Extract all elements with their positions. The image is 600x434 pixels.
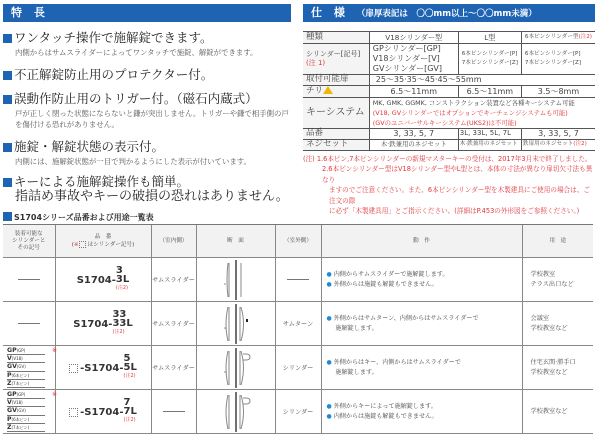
- note-ref: (注2): [112, 329, 125, 335]
- header-cylinder: [3, 225, 55, 258]
- square-bullet-icon: [3, 95, 12, 104]
- spec-cell: L型: [458, 32, 521, 44]
- spec-cell: [521, 139, 595, 150]
- spec-label: 取付可能扉: [303, 75, 369, 86]
- model-variants: [112, 310, 132, 337]
- note-ref: (注2): [123, 417, 136, 423]
- spec-row-type: [303, 32, 595, 44]
- spec-line: V18シリンダー[V]: [372, 54, 440, 63]
- spec-label: [303, 44, 369, 75]
- feature-item: [3, 30, 291, 58]
- model-variants: [124, 398, 137, 425]
- model-variant: 33: [112, 309, 127, 320]
- operation-line: 外側からはキー、内側からはサムスライダーで: [333, 359, 461, 366]
- spec-cell: [521, 32, 595, 44]
- spec-line: (GVのユニバーサルキーシステム(UKS2)は不可能): [372, 118, 517, 127]
- spec-label: キーシステム: [303, 97, 369, 128]
- spec-cell-text: 6本ピンシリンダー型: [524, 33, 579, 40]
- inside-cell: [151, 390, 196, 434]
- spec-row-keysystem: [303, 97, 595, 128]
- operation-line: 内側からサムスライダーで施解錠します。: [333, 271, 449, 278]
- spec-cell: 3, 33, 5, 7: [369, 128, 458, 139]
- header-line: シリンダーと: [12, 237, 46, 244]
- spec-cell: 木·鉄兼用のネジセット: [458, 139, 521, 150]
- cylinder-code: [7, 346, 58, 355]
- model-cell: [55, 346, 151, 390]
- use-line: 住宅玄関·勝手口: [530, 359, 576, 366]
- dash: [163, 411, 185, 412]
- operation-line: 施解錠します。: [335, 324, 378, 332]
- operation-cell: [321, 390, 522, 434]
- cylinder-code: [7, 399, 45, 407]
- operation-cell: [321, 346, 522, 390]
- spec-notes: [303, 154, 595, 217]
- spec-row-screw: [303, 139, 595, 150]
- operation-cell: [321, 258, 522, 302]
- spec-line: 7本ピンシリンダー[Z]: [524, 60, 582, 66]
- code-sub: (GP): [16, 391, 26, 397]
- section-diagram: [196, 346, 275, 390]
- spec-label-text: シリンダー[記号]: [306, 49, 361, 58]
- feature-subtitle: 指詰め事故やキーの破損の恐れはありません。: [15, 189, 289, 204]
- checkbox-placeholder-icon: [79, 241, 86, 248]
- asterisk-mark: ※: [73, 241, 79, 248]
- code: Z: [7, 423, 12, 431]
- spec-line: GVシリンダー[GV]: [372, 64, 443, 73]
- note-line: に必ず「木製建具用」とご指示ください。(詳細はP.453の外形図をご参照ください。): [329, 207, 580, 215]
- inside-cell: サムスライダー: [151, 346, 196, 390]
- bullet-icon: ●: [326, 359, 332, 366]
- spec-label: ネジセット: [303, 139, 369, 150]
- model-variant-l: [124, 407, 137, 425]
- header-sub: はシリンダー記号): [87, 241, 135, 248]
- code: GP: [7, 390, 17, 398]
- paren: (: [71, 241, 74, 248]
- spec-row-cylinder: [303, 44, 595, 75]
- header-operation: 動 作: [321, 225, 522, 258]
- spec-line: 6本ピンシリンダー[P]: [461, 50, 518, 57]
- spec-label: 品番: [303, 128, 369, 139]
- spec-cell: 木·鉄兼用のネジセット: [369, 139, 458, 150]
- section-diagram-icon: [216, 348, 256, 388]
- spec-line: MK, GMK, GGMK, コンストラクション装置など各種キーシステム可能: [372, 98, 575, 107]
- inside-cell: サムスライダー: [151, 302, 196, 346]
- warning-icon: [323, 86, 333, 94]
- spec-label-text: チリ: [306, 86, 324, 96]
- cylinder-cell: [3, 302, 55, 346]
- model-variant-l: [112, 319, 132, 337]
- cylinder-code: [7, 424, 45, 432]
- spec-cell-text: 鉄扉用のネジセット: [522, 140, 574, 147]
- note-line: 2.6本ピンシリンダー型はV18シリンダー型やL型とは、本体の寸法が異なり扉切欠寸法も異なり: [322, 165, 593, 184]
- section-diagram-icon: [216, 304, 256, 344]
- model-variant: 3L: [115, 274, 130, 285]
- series-table: [3, 224, 593, 434]
- bullet-icon: ●: [326, 412, 332, 420]
- code: Z: [7, 379, 12, 387]
- header-line: [56, 241, 151, 249]
- outside-cell: シリンダー: [275, 346, 321, 390]
- use-cell: [522, 302, 593, 346]
- section-diagram: [196, 390, 275, 434]
- table-row: [3, 390, 593, 434]
- note-line: ますのでご注意ください。また、6本ピンシリンダー型を木製建具にご使用の場合は、ご注文の際: [329, 186, 590, 205]
- dash: [287, 279, 309, 280]
- note-ref: (注2): [578, 33, 592, 40]
- header-line: 品 番: [94, 233, 112, 240]
- code: P: [7, 415, 12, 423]
- use-cell: [522, 258, 593, 302]
- spec-cell: 3L, 33L, 5L, 7L: [458, 128, 521, 139]
- operation-line: 外側からはサムターン、内側からはサムスライダーで: [333, 315, 479, 322]
- code: P: [7, 371, 12, 379]
- feature-item: [3, 139, 291, 167]
- checkbox-placeholder-icon: [69, 364, 78, 373]
- use-line: 会議室: [530, 315, 550, 322]
- spec-line: (V18, GVシリンダーではオプションでキーチェンジシステムも可能): [372, 108, 568, 117]
- outside-cell: サムターン: [275, 302, 321, 346]
- model-cell: [55, 302, 151, 346]
- spec-line: 6本ピンシリンダー[P]: [524, 50, 581, 57]
- series-title-text: S1704シリーズ品番および用途一覧表: [14, 213, 154, 222]
- feature-item: [3, 91, 291, 130]
- model-prefix: -S1704-: [80, 406, 124, 418]
- cylinder-code: [7, 363, 45, 371]
- table-row: [3, 346, 593, 390]
- square-bullet-icon: [3, 71, 12, 80]
- feature-desc: 内側には、施解錠状態が一目で判かるようにした表示が付いています。: [15, 157, 251, 166]
- model-number: [73, 309, 133, 335]
- asterisk-mark: ※: [52, 346, 58, 354]
- code-sub: (6本ピン): [11, 416, 30, 422]
- model-prefix: S1704-: [73, 318, 113, 330]
- spec-cell: 25〜35·35〜45·45〜55mm: [369, 75, 595, 86]
- spec-section: [303, 4, 595, 217]
- cylinder-codes-cell: [3, 346, 58, 390]
- note-ref: (注2): [573, 140, 587, 147]
- feature-item: [3, 67, 291, 82]
- code-sub: (V18): [11, 356, 23, 362]
- spec-label: 種類: [303, 32, 369, 44]
- use-line: 学校教室など: [530, 368, 568, 376]
- spec-heading: [303, 4, 595, 22]
- spec-title: 仕 様: [311, 6, 349, 19]
- model-prefix: S1704-: [76, 274, 116, 286]
- series-section: [3, 212, 595, 434]
- code-sub: (GV): [16, 408, 26, 414]
- spec-heading-note: （扉厚表記は 〇〇mm以上〜〇〇mm未満）: [356, 9, 537, 19]
- spec-row-chiri: [303, 86, 595, 98]
- model-variants: [116, 266, 129, 293]
- model-variants: [124, 354, 137, 381]
- header-use: 用 途: [522, 225, 593, 258]
- operation-line: 内側からは施錠も解錠もできません。: [333, 412, 438, 420]
- use-cell: [522, 390, 593, 434]
- note-ref: (注2): [123, 373, 136, 379]
- model-variant: 5L: [123, 362, 137, 373]
- note-line: (注) 1.6本ピン,7本ピンシリンダーの新規マスターキーの受付は、2017年3月末で終了しました。: [303, 154, 592, 163]
- model-cell: [55, 258, 151, 302]
- square-bullet-icon: [3, 178, 12, 187]
- spec-row-partno: [303, 128, 595, 139]
- bullet-icon: ●: [326, 280, 332, 288]
- code-sub: (6本ピン): [11, 372, 30, 378]
- outside-cell: シリンダー: [275, 390, 321, 434]
- checkbox-placeholder-icon: [69, 408, 78, 417]
- features-section: [3, 4, 291, 205]
- code: GP: [7, 346, 17, 354]
- model-variant: 5: [123, 353, 131, 364]
- spec-cell: 6.5〜11mm: [458, 86, 521, 98]
- header-line: 装着可能な: [14, 230, 43, 237]
- table-row: [3, 302, 593, 346]
- model-variant: 7L: [123, 406, 137, 417]
- spec-cell: 3, 33, 5, 7: [521, 128, 595, 139]
- model-number: [80, 397, 137, 423]
- feature-title: ワンタッチ操作で施解錠できます。: [14, 30, 213, 45]
- cylinder-cell: [3, 258, 55, 302]
- cylinder-code: [7, 390, 58, 399]
- bullet-icon: ●: [326, 403, 332, 410]
- section-diagram: [196, 258, 275, 302]
- model-variant: 33L: [112, 318, 133, 329]
- spec-cell: [521, 44, 595, 75]
- header-line: その記号: [17, 244, 40, 251]
- feature-title: 施錠・解錠状態の表示付。: [14, 139, 165, 154]
- spec-line: 7本ピンシリンダー[Z]: [461, 60, 518, 66]
- cylinder-codes-cell: [3, 390, 58, 434]
- dash: [18, 279, 40, 280]
- model-variant: 7: [123, 397, 131, 408]
- header-outside: （室外側）: [275, 225, 321, 258]
- operation-line: 施解錠します。: [335, 368, 378, 376]
- spec-row-door: [303, 75, 595, 86]
- section-diagram: [196, 302, 275, 346]
- cylinder-code: [7, 372, 45, 380]
- feature-title: キーによる施解錠操作も簡単。: [14, 174, 190, 189]
- inside-cell: サムスライダー: [151, 258, 196, 302]
- feature-desc: 内側からはサムスライダーによってワンタッチで施錠、解錠ができます。: [15, 48, 258, 57]
- model-variant: 3: [115, 265, 123, 276]
- bullet-icon: ●: [326, 315, 332, 322]
- spec-label: [303, 86, 369, 98]
- spec-cell: [458, 44, 521, 75]
- cylinder-code: [7, 355, 45, 363]
- cylinder-code: [7, 380, 45, 388]
- header-section: 断 面: [196, 225, 275, 258]
- use-line: テラス出口など: [530, 280, 574, 288]
- table-row: [3, 258, 593, 302]
- model-cell: [55, 390, 151, 434]
- spec-cell: V18シリンダー型: [369, 32, 458, 44]
- spec-line: GPシリンダー[GP]: [372, 44, 441, 53]
- header-model: [55, 225, 151, 258]
- note-ref: (注 1): [306, 59, 326, 67]
- model-number: [80, 353, 137, 379]
- code-sub: (GV): [16, 364, 26, 370]
- spec-cell: [369, 97, 595, 128]
- use-line: 学校教室: [530, 271, 556, 278]
- model-variant-l: [116, 275, 129, 293]
- cylinder-code: [7, 407, 45, 415]
- note-ref: (注2): [115, 285, 129, 291]
- cylinder-code: [7, 416, 45, 424]
- code-sub: (GP): [16, 347, 26, 353]
- code: V: [7, 399, 12, 407]
- code-sub: (7本ピン): [11, 380, 30, 386]
- dash: [18, 323, 40, 324]
- model-number: [76, 265, 130, 291]
- square-bullet-icon: [3, 34, 12, 43]
- outside-cell: [275, 258, 321, 302]
- bullet-icon: ●: [326, 271, 332, 278]
- use-line: 学校教室など: [530, 324, 568, 332]
- spec-cell: 6.5〜11mm: [369, 86, 458, 98]
- code: V: [7, 355, 12, 363]
- square-bullet-icon: [3, 212, 12, 221]
- feature-title: 不正解錠防止用のプロテクター付。: [14, 67, 214, 82]
- code-sub: (7本ピン): [11, 424, 30, 430]
- spec-cell: [369, 44, 458, 75]
- feature-item: [3, 174, 291, 205]
- code-sub: (V18): [11, 400, 23, 406]
- series-header-row: [3, 225, 593, 258]
- code: GV: [7, 407, 17, 415]
- section-diagram-icon: [216, 260, 256, 300]
- operation-line: 外側からキーによって施解錠します。: [333, 403, 437, 410]
- model-variant-l: [124, 363, 137, 381]
- spec-cell: 3.5〜8mm: [521, 86, 595, 98]
- operation-cell: [321, 302, 522, 346]
- square-bullet-icon: [3, 143, 12, 152]
- operation-line: 外側からは施錠も解錠もできません。: [333, 280, 438, 288]
- use-line: 学校教室など: [530, 407, 568, 415]
- features-heading: 特 長: [3, 4, 291, 22]
- feature-desc: 戸が正しく閉った状態にならないと鎌が突出しません。トリガーや鎌で相手側の戸を傷付ける恐れがありません。: [15, 109, 289, 129]
- model-prefix: -S1704-: [80, 362, 124, 374]
- section-diagram-icon: [216, 392, 256, 432]
- header-inside: （室内側）: [151, 225, 196, 258]
- use-cell: [522, 346, 593, 390]
- code: GV: [7, 363, 17, 371]
- asterisk-mark: ※: [52, 390, 58, 398]
- spec-table: [303, 31, 595, 151]
- series-title: [3, 212, 595, 224]
- feature-title: 誤動作防止用のトリガー付。（磁石内蔵式）: [14, 91, 258, 106]
